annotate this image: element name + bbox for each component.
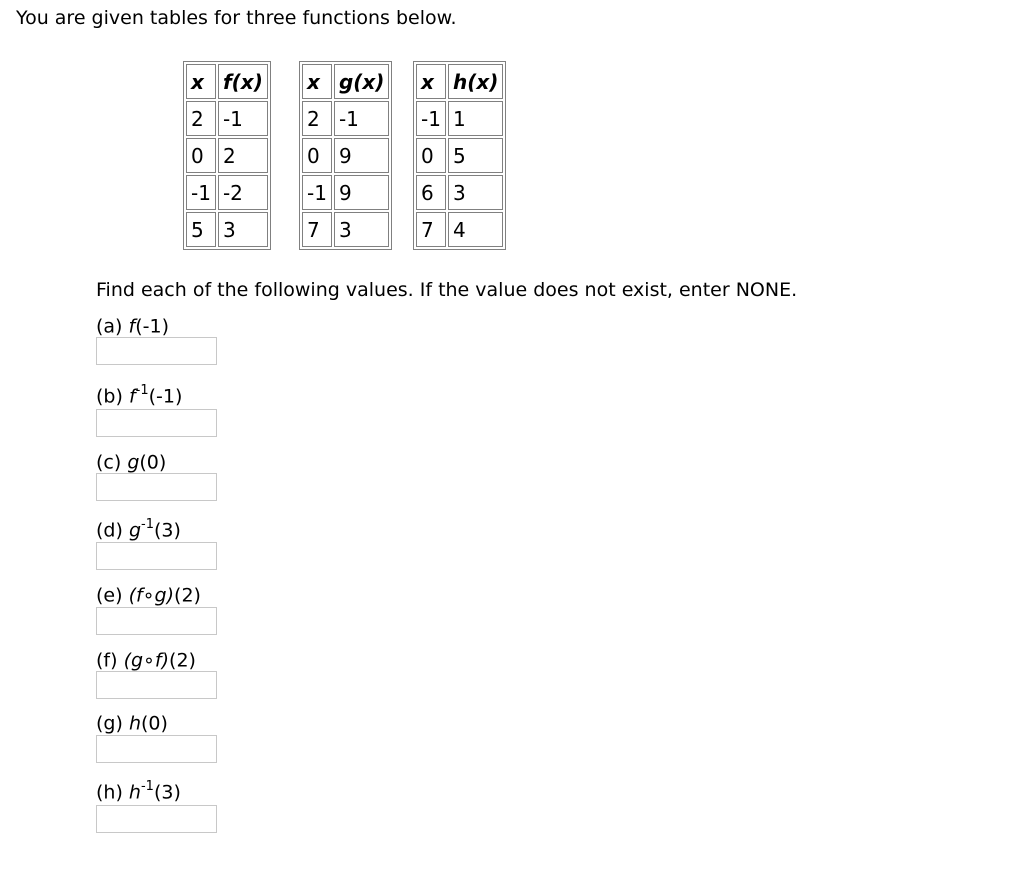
question-function: f — [128, 315, 136, 338]
table-row — [186, 175, 268, 210]
question-prefix: (g) — [96, 712, 129, 735]
cell-y: 4 — [448, 212, 503, 247]
question-function: g — [127, 451, 140, 474]
question-f — [96, 644, 196, 672]
question-h — [96, 776, 181, 804]
table-row — [416, 101, 503, 136]
question-label — [96, 380, 182, 408]
question-prefix: (a) — [96, 315, 129, 338]
table-header-row — [416, 64, 503, 99]
question-argument: (3) — [153, 781, 181, 804]
table-row — [416, 212, 503, 247]
cell-y: 5 — [448, 138, 503, 173]
table-row — [302, 175, 389, 210]
table-header-row — [186, 64, 268, 99]
table-f — [183, 61, 271, 250]
question-prefix: (e) — [96, 584, 129, 607]
table-row — [302, 138, 389, 173]
question-argument: (0) — [140, 712, 168, 735]
table-g — [299, 61, 392, 250]
cell-y: 9 — [334, 138, 390, 173]
cell-x: 0 — [186, 138, 216, 173]
header-x: x — [186, 64, 216, 99]
instructions-text: Find each of the following values. If the value does not exist, enter NONE. — [96, 279, 798, 301]
cell-x: 0 — [416, 138, 446, 173]
cell-x: 2 — [302, 101, 332, 136]
question-prefix: (d) — [96, 519, 129, 542]
question-superscript: -1 — [135, 383, 149, 398]
question-b — [96, 380, 182, 408]
question-label — [96, 310, 169, 338]
question-d — [96, 514, 181, 542]
question-argument: (2) — [169, 649, 196, 672]
question-prefix: (f) — [96, 649, 124, 672]
cell-x: -1 — [186, 175, 216, 210]
question-function: g — [128, 519, 141, 542]
question-function: f — [128, 385, 136, 408]
table-row — [186, 138, 268, 173]
cell-x: 7 — [416, 212, 446, 247]
question-label — [96, 644, 196, 672]
cell-y: -1 — [334, 101, 390, 136]
header-gx: g(x) — [334, 64, 390, 99]
cell-x: 6 — [416, 175, 446, 210]
cell-x: -1 — [302, 175, 332, 210]
answer-input-a[interactable] — [96, 337, 217, 365]
table-h — [413, 61, 506, 250]
question-argument: (-1) — [148, 385, 183, 408]
question-label — [96, 579, 201, 607]
question-a — [96, 310, 169, 338]
question-argument: (-1) — [135, 315, 169, 338]
question-prefix: (b) — [96, 385, 129, 408]
question-superscript: -1 — [140, 779, 154, 794]
question-label — [96, 514, 181, 542]
question-function: h — [128, 781, 141, 804]
question-function: h — [128, 712, 141, 735]
answer-input-h[interactable] — [96, 805, 217, 833]
question-label — [96, 446, 166, 474]
answer-input-e[interactable] — [96, 607, 217, 635]
cell-y: 2 — [218, 138, 268, 173]
cell-x: -1 — [416, 101, 446, 136]
table-row — [186, 212, 268, 247]
header-x: x — [416, 64, 446, 99]
question-argument: (2) — [174, 584, 201, 607]
question-superscript: -1 — [141, 517, 154, 532]
question-prefix: (c) — [96, 451, 128, 474]
table-row — [186, 101, 268, 136]
answer-input-b[interactable] — [96, 409, 217, 437]
header-hx: h(x) — [448, 64, 503, 99]
header-fx: f(x) — [218, 64, 268, 99]
cell-y: 3 — [448, 175, 503, 210]
table-row — [416, 175, 503, 210]
cell-x: 0 — [302, 138, 332, 173]
question-e — [96, 579, 201, 607]
table-row — [416, 138, 503, 173]
question-argument: (3) — [153, 519, 181, 542]
question-c — [96, 446, 166, 474]
answer-input-d[interactable] — [96, 542, 217, 570]
cell-y: 3 — [218, 212, 268, 247]
cell-y: -1 — [218, 101, 268, 136]
question-function: (g∘f) — [123, 649, 170, 672]
answer-input-g[interactable] — [96, 735, 217, 763]
cell-y: 9 — [334, 175, 390, 210]
table-row — [302, 212, 389, 247]
intro-text: You are given tables for three functions below. — [16, 7, 457, 29]
cell-x: 5 — [186, 212, 216, 247]
question-function: (f∘g) — [128, 584, 175, 607]
cell-x: 2 — [186, 101, 216, 136]
question-label — [96, 707, 168, 735]
question-label — [96, 776, 181, 804]
cell-x: 7 — [302, 212, 332, 247]
cell-y: 3 — [334, 212, 390, 247]
cell-y: 1 — [448, 101, 503, 136]
table-header-row — [302, 64, 389, 99]
table-row — [302, 101, 389, 136]
answer-input-c[interactable] — [96, 473, 217, 501]
question-prefix: (h) — [96, 781, 129, 804]
answer-input-f[interactable] — [96, 671, 217, 699]
cell-y: -2 — [218, 175, 268, 210]
header-x: x — [302, 64, 332, 99]
question-g — [96, 707, 168, 735]
question-argument: (0) — [139, 451, 167, 474]
